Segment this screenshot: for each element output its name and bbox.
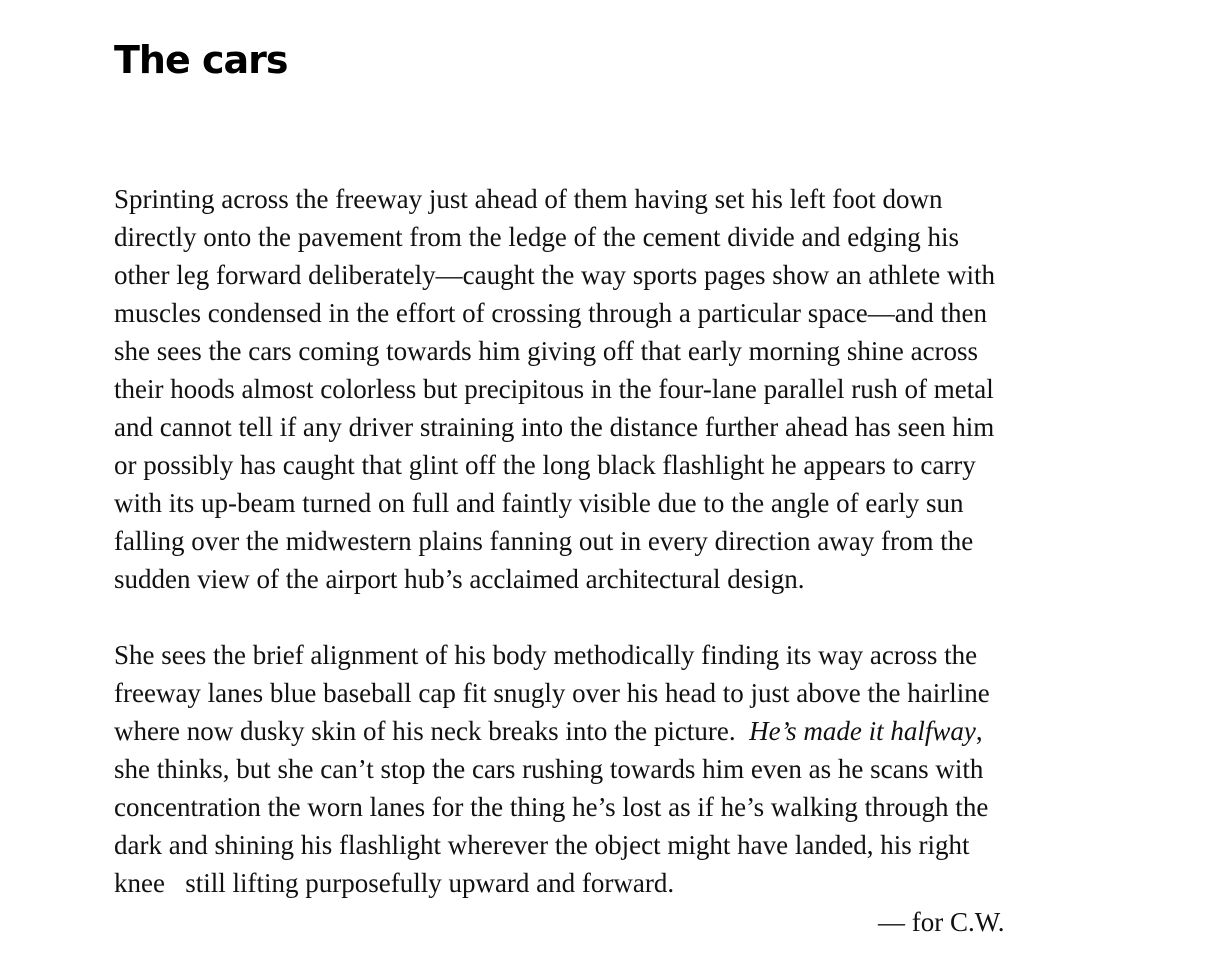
stanza-line: other leg forward deliberately—caught the way sports pages show an athlete with [114, 260, 995, 290]
stanza-line: Sprinting across the freeway just ahead of them having set his left foot down [114, 184, 943, 214]
poem-title: The cars [114, 38, 288, 82]
dedication: — for C.W. [878, 907, 1005, 937]
line-text: , [975, 716, 983, 746]
stanza-line: with its up-beam turned on full and faintly visible due to the angle of early sun [114, 488, 964, 518]
stanza-line: and cannot tell if any driver straining into the distance further ahead has seen him [114, 412, 995, 442]
stanza-line: muscles condensed in the effort of crossing through a particular space—and then [114, 298, 987, 328]
stanza-line: knee still lifting purposefully upward and forward. [114, 868, 675, 898]
stanza-line: or possibly has caught that glint off the long black flashlight he appears to carry [114, 450, 976, 480]
stanza-2 [114, 636, 990, 902]
stanza-line: sudden view of the airport hub’s acclaimed architectural design. [114, 564, 805, 594]
stanza-line: dark and shining his flashlight wherever the object might have landed, his right [114, 830, 970, 860]
stanza-line: their hoods almost colorless but precipitous in the four-lane parallel rush of metal [114, 374, 994, 404]
stanza-line: She sees the brief alignment of his body methodically finding its way across the [114, 640, 978, 670]
stanza-line: she thinks, but she can’t stop the cars rushing towards him even as he scans with [114, 754, 984, 784]
stanza-line: she sees the cars coming towards him giving off that early morning shine across [114, 336, 979, 366]
stanza-line: directly onto the pavement from the ledge of the cement divide and edging his [114, 222, 959, 252]
stanza-line: falling over the midwestern plains fanning out in every direction away from the [114, 526, 974, 556]
line-text: where now dusky skin of his neck breaks into the picture. [114, 716, 750, 746]
stanza-line: freeway lanes blue baseball cap fit snugly over his head to just above the hairline [114, 678, 990, 708]
italic-phrase: He’s made it halfway [749, 716, 976, 746]
stanza-line-with-italic [114, 712, 990, 750]
stanza-1 [114, 180, 995, 598]
stanza-line: concentration the worn lanes for the thing he’s lost as if he’s walking through the [114, 792, 989, 822]
